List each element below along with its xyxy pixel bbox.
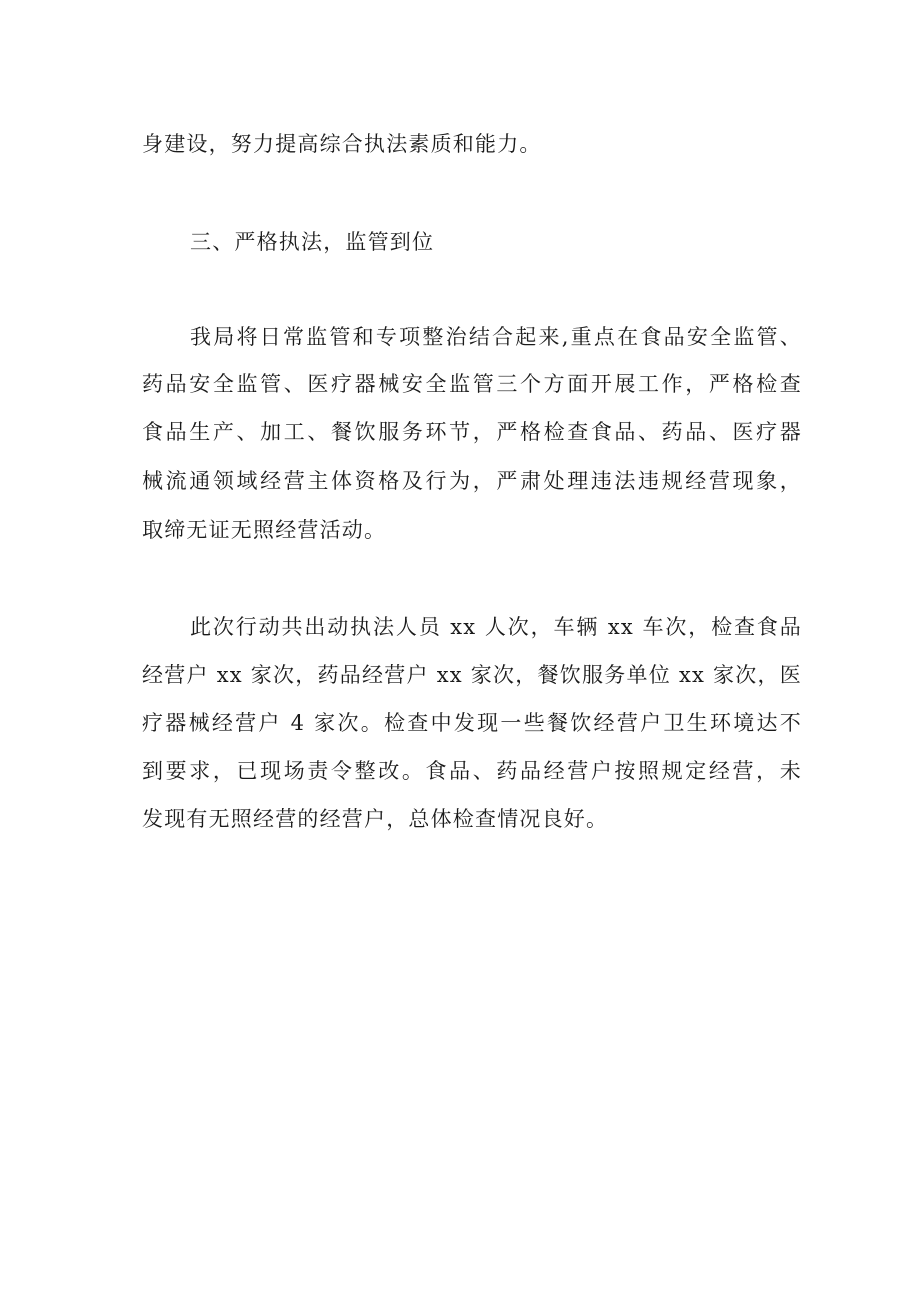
section-heading: 三、严格执法，监管到位: [190, 230, 435, 254]
paragraph-line: 我局将日常监管和专项整治结合起来,重点在食品安全监管、: [190, 325, 802, 349]
paragraph-line: 药品安全监管、医疗器械安全监管三个方面开展工作，严格检查: [142, 372, 802, 396]
intro-line: 身建设，努力提高综合执法素质和能力。: [142, 132, 542, 156]
paragraph-line: 发现有无照经营的经营户，总体检查情况良好。: [142, 807, 609, 831]
paragraph-line: 此次行动共出动执法人员 xx 人次，车辆 xx 车次，检查食品: [190, 615, 802, 639]
paragraph-line: 取缔无证无照经营活动。: [142, 518, 387, 542]
paragraph-line: 食品生产、加工、餐饮服务环节，严格检查食品、药品、医疗器: [142, 420, 802, 444]
paragraph-line: 疗器械经营户 4 家次。检查中发现一些餐饮经营户卫生环境达不: [142, 711, 802, 735]
paragraph-line: 到要求，已现场责令整改。食品、药品经营户按照规定经营，未: [142, 759, 802, 783]
paragraph-line: 械流通领域经营主体资格及行为，严肃处理违法违规经营现象，: [142, 469, 802, 493]
paragraph-line: 经营户 xx 家次，药品经营户 xx 家次，餐饮服务单位 xx 家次，医: [142, 663, 802, 687]
